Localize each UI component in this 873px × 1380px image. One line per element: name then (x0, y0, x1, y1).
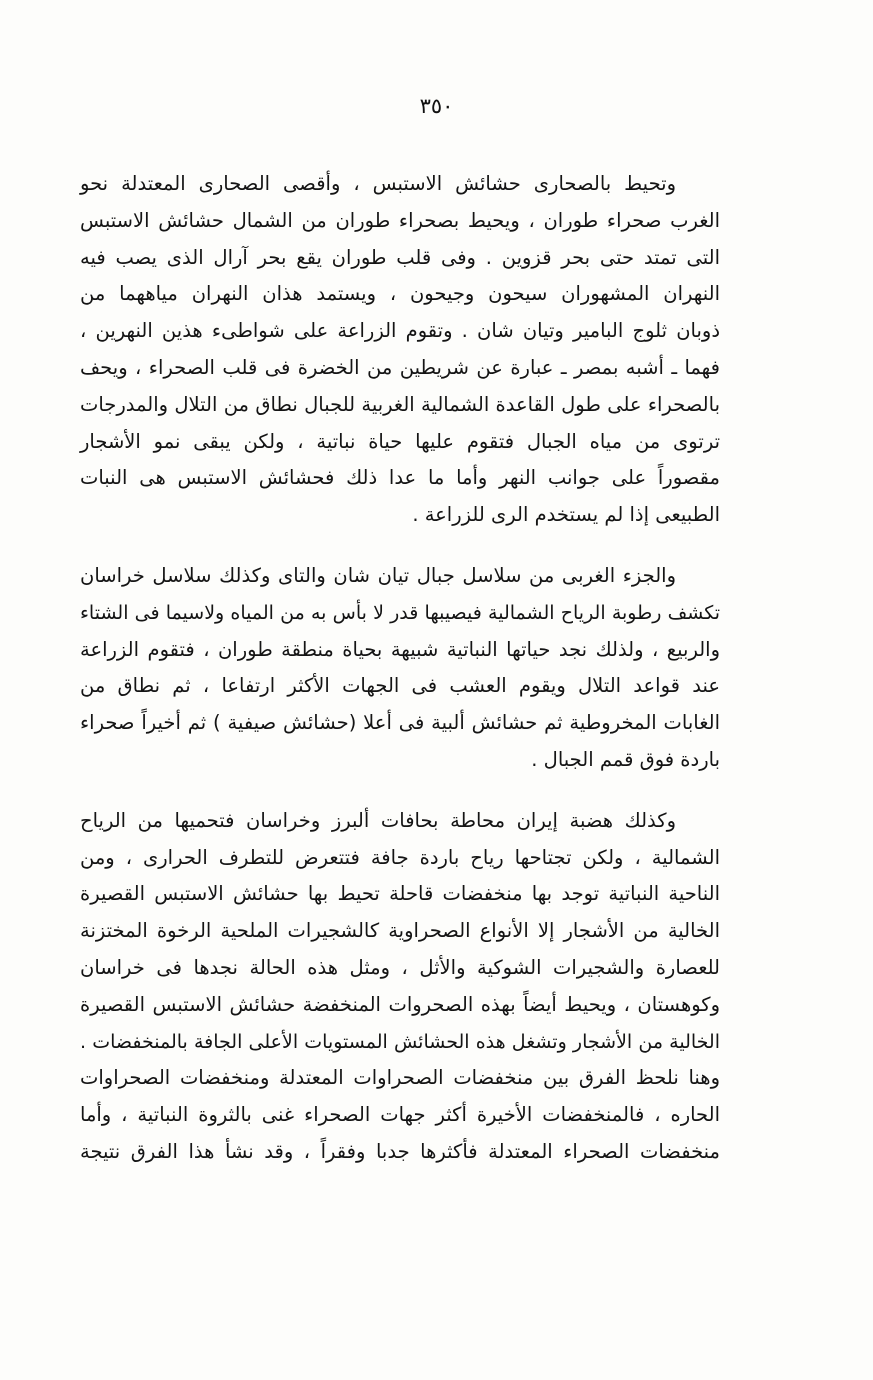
text-line: الطبيعى إذا لم يستخدم الرى للزراعة . (412, 503, 720, 527)
text-line: مقصوراً على جوانب النهر وأما ما عدا ذلك فحشائش الاستبس هى النبات (80, 466, 720, 490)
text-line: عند قواعد التلال ويقوم العشب فى الجهات الأكثر ارتفاعا ، ثم نطاق من (80, 674, 720, 698)
text-line: وهنا نلحظ الفرق بين منخفضات الصحراوات المعتدلة ومنخفضات الصحراوات (80, 1066, 720, 1090)
text-line: بالصحراء على طول القاعدة الشمالية الغربية للجبال نطاق من التلال والمدرجات (80, 392, 720, 416)
text-line: ترتوى من مياه الجبال فتقوم عليها حياة نباتية ، ولكن يبقى نمو الأشجار (80, 429, 720, 453)
text-line: الخالية من الأشجار وتشغل هذه الحشائش المستويات الأعلى الجافة بالمنخفضات . (80, 1030, 720, 1053)
text-line: الغابات المخروطية ثم حشائش ألبية فى أعلا (حشائش صيفية ) ثم أخيراً صحراء (80, 711, 720, 735)
text-line: للعصارة والشجيرات الشوكية والأثل ، ومثل هذه الحالة نجدها فى خراسان (80, 955, 720, 979)
text-line: وكذلك هضبة إيران محاطة بحافات ألبرز وخراسان فتحميها من الرياح (80, 808, 676, 832)
text-line: وتحيط بالصحارى حشائش الاستبس ، وأقصى الصحارى المعتدلة نحو (80, 172, 676, 195)
paragraph-spacer (80, 534, 720, 558)
text-line: وكوهستان ، ويحيط أيضاً بهذه الصحروات المنخفضة حشائش الاستبس القصيرة (80, 992, 720, 1016)
paragraph-2 (80, 558, 720, 779)
text-line: منخفضات الصحراء المعتدلة فأكثرها جدبا وفقراً ، وقد نشأ هذا الفرق نتيجة (80, 1139, 720, 1163)
text-line: النهران المشهوران سيحون وجيحون ، ويستمد هذان النهران مياههما من (80, 282, 720, 306)
text-line: الشمالية ، ولكن تجتاحها رياح باردة جافة فتتعرض للتطرف الحرارى ، ومن (80, 845, 720, 869)
text-line: الغرب صحراء طوران ، ويحيط بصحراء طوران من الشمال حشائش الاستبس (80, 208, 720, 232)
text-line: والربيع ، ولذلك نجد حياتها النباتية شبيهة بحياة منطقة طوران ، فتقوم الزراعة (80, 637, 720, 661)
text-line: ذوبان ثلوج البامير وتيان شان . وتقوم الزراعة على شواطىء هذين النهرين ، (80, 319, 720, 343)
page-number: ٣٥٠ (419, 94, 454, 118)
paragraph-3 (80, 803, 720, 1171)
paragraph-spacer (80, 779, 720, 803)
text-line: التى تمتد حتى بحر قزوين . وفى قلب طوران يقع بحر آرال الذى يصب فيه (80, 245, 720, 269)
paragraph-1 (80, 166, 720, 534)
text-line: فهما ـ أشبه بمصر ـ عبارة عن شريطين من الخضرة فى قلب الصحراء ، ويحف (80, 355, 720, 379)
text-line: الناحية النباتية توجد بها منخفضات قاحلة تحيط بها حشائش الاستبس القصيرة (80, 882, 720, 906)
text-line: والجزء الغربى من سلاسل جبال تيان شان والتاى وكذلك سلاسل خراسان (80, 563, 676, 587)
text-line: تكشف رطوبة الرياح الشمالية فيصيبها قدر لا بأس به من المياه ولاسيما فى الشتاء (80, 601, 720, 624)
text-line: الخالية من الأشجار إلا الأنواع الصحراوية كالشجيرات الملحية الرخوة المختزنة (80, 919, 720, 943)
text-line: الحاره ، فالمنخفضات الأخيرة أكثر جهات الصحراء غنى بالثروة النباتية ، وأما (80, 1103, 720, 1127)
text-line: باردة فوق قمم الجبال . (531, 747, 720, 771)
document-body (80, 166, 720, 1171)
